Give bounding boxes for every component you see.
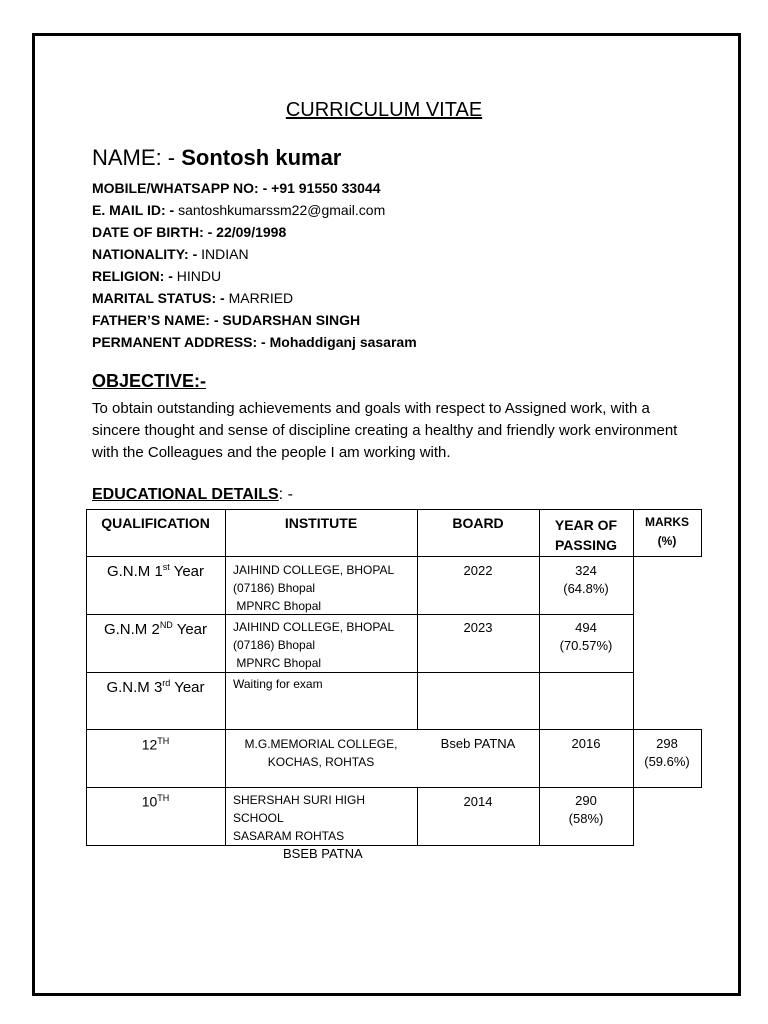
row-gnm-2-institute: JAIHIND COLLEGE, BHOPAL (07186) Bhopal MPNRC Bhopal <box>233 620 395 670</box>
row-gnm-1-year: 324 (64.8%) <box>563 563 609 596</box>
row-gnm-3-qualification: G.N.M 3rd Year <box>106 678 205 696</box>
header-year-of-passing: YEAR OF PASSING <box>554 517 618 553</box>
education-heading: EDUCATIONAL DETAILS: - <box>92 486 293 503</box>
table-rule <box>86 509 702 510</box>
detail-dob: DATE OF BIRTH: - 22/09/1998 <box>92 224 287 240</box>
row-12th-board: Bseb PATNA <box>440 736 516 751</box>
row-gnm-3-institute: Waiting for exam <box>233 677 323 691</box>
detail-mobile: MOBILE/WHATSAPP NO: - +91 91550 33044 <box>92 180 381 196</box>
row-gnm-1-qualification: G.N.M 1st Year <box>106 562 205 580</box>
row-12th-qualification: 12TH <box>141 736 170 753</box>
objective-heading: OBJECTIVE:- <box>92 371 207 391</box>
header-marks: MARKS (%) <box>645 515 689 548</box>
table-rule <box>86 729 702 730</box>
row-12th-marks: 298 (59.6%) <box>644 736 690 769</box>
table-rule <box>86 556 702 557</box>
name-value: Sontosh kumar <box>181 145 342 170</box>
table-rule <box>225 509 226 846</box>
row-gnm-1-board: 2022 <box>463 563 493 578</box>
row-10th-year: 290 (58%) <box>568 793 604 826</box>
table-rule <box>701 509 702 557</box>
row-10th-qualification: 10TH <box>141 793 170 810</box>
document-title: CURRICULUM VITAE <box>285 99 483 121</box>
row-12th-year: 2016 <box>571 736 601 751</box>
objective-text: To obtain outstanding achievements and goals with respect to Assigned work, with a sincere thought and sense of discipline creating a healthy and friendly work environment with the Colleagues and the people I am working with. <box>92 400 678 461</box>
detail-address: PERMANENT ADDRESS: - Mohaddiganj sasaram <box>92 334 417 350</box>
detail-email: E. MAIL ID: - santoshkumarssm22@gmail.com <box>92 202 386 218</box>
name-label: NAME <box>92 145 156 170</box>
detail-nationality: NATIONALITY: - INDIAN <box>92 246 249 262</box>
table-rule <box>701 729 702 788</box>
detail-religion: RELIGION: - HINDU <box>92 268 222 284</box>
row-gnm-2-qualification: G.N.M 2ND Year <box>103 620 208 638</box>
table-rule <box>633 509 634 846</box>
name-separator: : - <box>155 145 182 170</box>
row-12th-institute: M.G.MEMORIAL COLLEGE, KOCHAS, ROHTAS <box>244 737 398 769</box>
row-10th-institute: SHERSHAH SURI HIGH SCHOOL SASARAM ROHTAS BSEB PATNA <box>233 793 366 861</box>
header-qualification: QUALIFICATION <box>101 515 210 531</box>
header-institute: INSTITUTE <box>284 515 358 531</box>
row-10th-board: 2014 <box>463 794 493 809</box>
row-gnm-2-board: 2023 <box>463 620 493 635</box>
personal-details <box>92 177 417 353</box>
header-board: BOARD <box>452 515 504 531</box>
table-rule <box>86 787 702 788</box>
table-rule <box>86 672 634 673</box>
row-gnm-1-institute: JAIHIND COLLEGE, BHOPAL (07186) Bhopal MPNRC Bhopal <box>233 563 395 613</box>
detail-marital-status: MARITAL STATUS: - MARRIED <box>92 290 294 306</box>
detail-fathers-name: FATHER’S NAME: - SUDARSHAN SINGH <box>92 312 361 328</box>
row-gnm-2-year: 494 (70.57%) <box>559 620 613 653</box>
name-line <box>92 145 341 171</box>
